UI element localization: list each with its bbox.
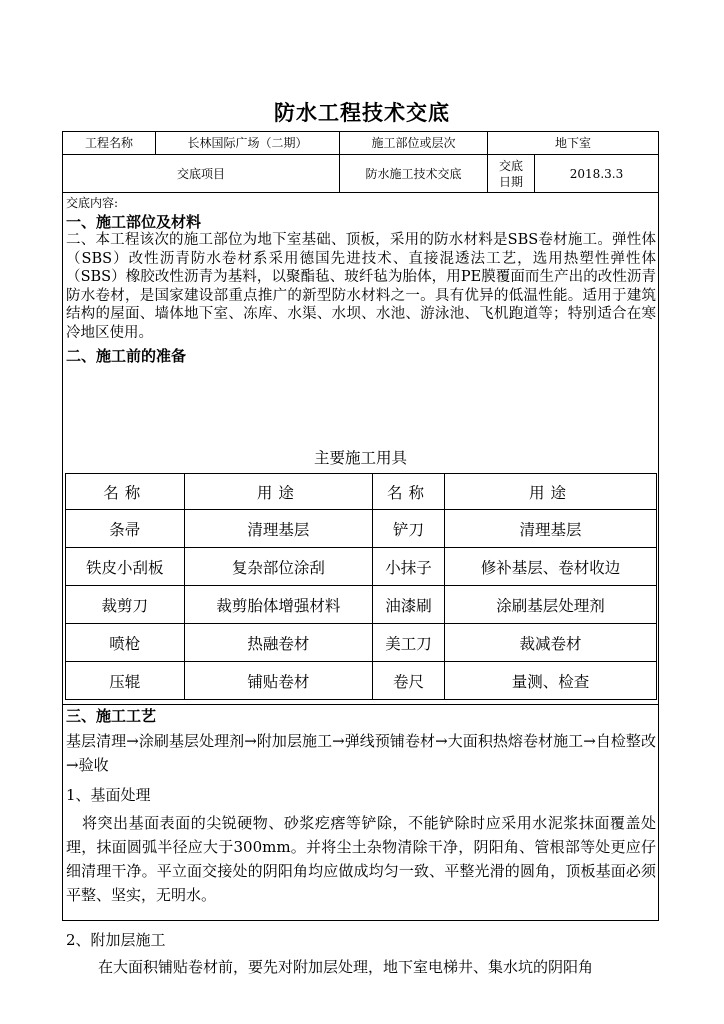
project-name-value: 长林国际广场（二期） [156, 132, 340, 155]
location-value: 地下室 [488, 132, 658, 155]
tool-use: 热融卷材 [184, 624, 373, 662]
location-label: 施工部位或层次 [340, 132, 488, 155]
tool-name: 条帚 [66, 510, 185, 548]
disclosure-form [62, 131, 659, 976]
tool-name: 油漆刷 [373, 586, 445, 624]
table-row [66, 662, 657, 700]
tools-header-row [66, 474, 657, 510]
content-intro-label: 交底内容: [66, 196, 119, 210]
tools-caption: 主要施工用具 [313, 449, 407, 467]
date-value: 2018.3.3 [535, 155, 658, 193]
tool-name: 裁剪刀 [66, 586, 185, 624]
item-value: 防水施工技术交底 [340, 155, 488, 193]
tool-use: 修补基层、卷材收边 [444, 548, 656, 586]
section2-heading: 二、施工前的准备 [66, 347, 187, 365]
date-label-line2: 日期 [498, 174, 523, 189]
tool-use: 铺贴卷材 [184, 662, 373, 700]
step1-heading: 1、基面处理 [66, 786, 151, 804]
document-title: 防水工程技术交底 [274, 100, 450, 125]
section1-heading: 一、施工部位及材料 [66, 213, 202, 231]
tool-name: 压辊 [66, 662, 185, 700]
step2-heading: 2、附加层施工 [66, 931, 166, 949]
tool-name: 喷枪 [66, 624, 185, 662]
tools-header-name-1: 名称 [66, 474, 185, 510]
tools-table [65, 473, 657, 700]
tool-name: 铁皮小刮板 [66, 548, 185, 586]
tool-use: 量测、检查 [444, 662, 656, 700]
step1-text: 将突出基面表面的尖锐硬物、砂浆疙瘩等铲除，不能铲除时应采用水泥浆抹面覆盖处理，抹面圆弧半径应大于300mm。并将尘土杂物清除干净，阴阳角、管根部等处更应仔细清理干净。平立面交接处的阴阳角均应做成均匀一致、平整光滑的圆角，顶板基面必须平整、坚实，无明水。 [66, 814, 656, 904]
tools-header-use-1: 用途 [184, 474, 373, 510]
tool-name: 卷尺 [373, 662, 445, 700]
table-row [66, 510, 657, 548]
tool-name: 铲刀 [373, 510, 445, 548]
tool-use: 裁减卷材 [444, 624, 656, 662]
item-label: 交底项目 [63, 155, 340, 193]
tool-use: 清理基层 [444, 510, 656, 548]
table-row [66, 548, 657, 586]
section1-text: 二、本工程该次的施工部位为地下室基础、顶板，采用的防水材料是SBS卷材施工。弹性体（SBS）改性沥青防水卷材系采用德国先进技术、直接混透法工艺，选用热塑性弹性体（SBS）橡胶改性沥青为基料，以聚酯毡、玻纤毡为胎体，用PE膜覆面而生产出的改性沥青防水卷材，是国家建设部重点推广的新型防水材料之一。具有优异的低温性能。适用于建筑结构的屋面、墙体地下室、冻库、水渠、水坝、水池、游泳池、飞机跑道等；特别适合在寒冷地区使用。 [66, 232, 656, 341]
date-label-line1: 交底 [498, 158, 523, 173]
section3-heading: 三、施工工艺 [66, 707, 157, 725]
tool-use: 清理基层 [184, 510, 373, 548]
tools-header-name-2: 名称 [373, 474, 445, 510]
step2-text: 在大面积铺贴卷材前，要先对附加层处理，地下室电梯井、集水坑的阴阳角 [98, 958, 594, 976]
date-label [488, 155, 535, 193]
tool-use: 裁剪胎体增强材料 [184, 586, 373, 624]
table-row [66, 624, 657, 662]
tools-header-use-2: 用途 [444, 474, 656, 510]
tool-name: 美工刀 [373, 624, 445, 662]
tool-use: 涂刷基层处理剂 [444, 586, 656, 624]
tool-use: 复杂部位涂刮 [184, 548, 373, 586]
table-row [66, 586, 657, 624]
tool-name: 小抹子 [373, 548, 445, 586]
project-name-label: 工程名称 [63, 132, 156, 155]
process-flow: 基层清理→涂刷基层处理剂→附加层施工→弹线预铺卷材→大面积热熔卷材施工→自检整改→验收 [66, 732, 656, 774]
